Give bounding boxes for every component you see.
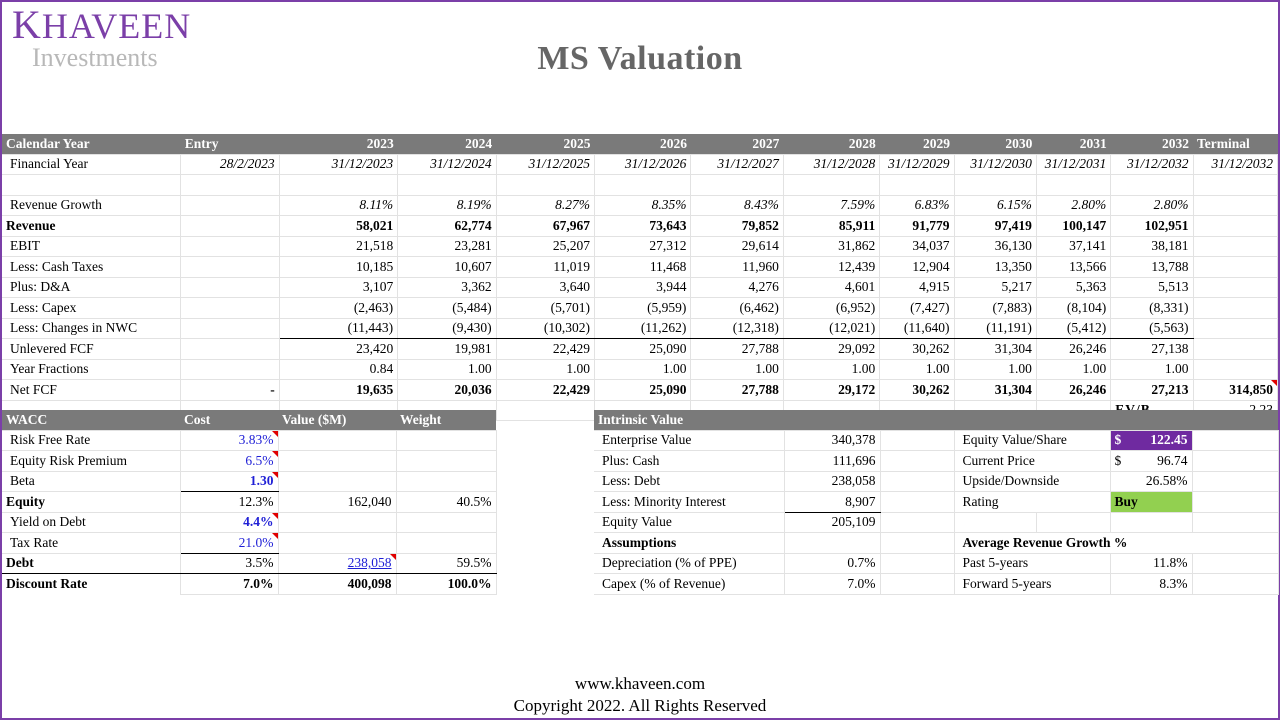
price-label: Current Price [954,451,1110,472]
dcf-cell: (5,959) [595,298,691,319]
nwc-row [2,318,1278,339]
dcf-cell: 30,262 [880,339,954,360]
dcf-cell: 1.00 [595,359,691,380]
dcf-cell: (7,427) [880,298,954,319]
dcf-cell [1193,257,1277,278]
dcf-cell: 31/12/2031 [1036,154,1110,175]
dcf-cell: 5,513 [1111,277,1193,298]
revenue-row [2,216,1278,237]
empty-cell [2,175,181,196]
dcf-cell: (7,883) [954,298,1036,319]
dcf-cell [1193,216,1277,237]
dep-label: Depreciation (% of PPE) [594,553,784,574]
rating-value: Buy [1110,492,1192,513]
dcf-cell: 23,420 [279,339,398,360]
footer-url: www.khaveen.com [574,674,706,693]
dcf-cell [1193,298,1277,319]
dcf-cell: Terminal [1193,134,1277,154]
eq-share-value: 122.45 [1150,432,1188,448]
empty-cell [1193,175,1277,196]
dcf-cell: 4,915 [880,277,954,298]
dcf-cell: 7.59% [783,195,879,216]
past-value: 11.8% [1110,553,1192,574]
dcf-cell: 29,614 [691,236,783,257]
dcf-cell: 19,635 [279,380,398,401]
dcf-cell: 34,037 [880,236,954,257]
equity-label: Equity [2,492,180,513]
dcf-cell: 2.80% [1111,195,1193,216]
wacc-header-row [2,410,496,430]
tax-rate-row [2,533,496,554]
dcf-cell: 2030 [954,134,1036,154]
upside-value: 26.58% [1110,471,1192,492]
dcf-cell: 2026 [595,134,691,154]
calendar-year-row [2,134,1278,154]
dcf-cell [1193,318,1277,339]
dcf-cell: 31/12/2025 [496,154,594,175]
dcf-cell: 1.00 [398,359,496,380]
capex-assump-label: Capex (% of Revenue) [594,574,784,595]
cash-value: 111,696 [784,451,880,472]
intrinsic-value-table [594,410,1279,595]
dcf-cell: (6,952) [783,298,879,319]
yield-debt-label: Yield on Debt [2,512,180,533]
value-header: Value ($M) [278,410,396,430]
dcf-cell: 25,207 [496,236,594,257]
equity-weight: 40.5% [396,492,496,513]
dcf-cell: 8.27% [496,195,594,216]
ev-row [594,430,1278,451]
capex-assump-value: 7.0% [784,574,880,595]
empty-cell [1036,175,1110,196]
rating-label: Rating [954,492,1110,513]
dcf-cell: (11,262) [595,318,691,339]
dcf-cell: 2.80% [1036,195,1110,216]
dcf-cell: 4,601 [783,277,879,298]
ev-label: Enterprise Value [594,430,784,451]
beta-row [2,471,496,492]
dcf-cell: 27,138 [1111,339,1193,360]
financial-year-label: Financial Year [2,154,181,175]
dcf-cell: 21,518 [279,236,398,257]
empty-cell [181,175,279,196]
erp-value: 6.5% [180,451,278,472]
capex-assump-row [594,574,1278,595]
dcf-cell [1193,195,1277,216]
dcf-cell: 31/12/2026 [595,154,691,175]
dcf-cell: 10,185 [279,257,398,278]
dcf-cell [181,257,279,278]
da-row [2,277,1278,298]
dcf-cell: 102,951 [1111,216,1193,237]
dcf-cell: 29,172 [783,380,879,401]
ebit-row [2,236,1278,257]
upside-label: Upside/Downside [954,471,1110,492]
erp-row [2,451,496,472]
dcf-cell [1193,277,1277,298]
mi-row [594,492,1278,513]
dcf-cell: 27,788 [691,339,783,360]
risk-free-row [2,430,496,451]
footer-copyright: Copyright 2022. All Rights Reserved [513,696,767,715]
dcf-cell: 73,643 [595,216,691,237]
dcf-cell [1193,359,1277,380]
dcf-cell: 85,911 [783,216,879,237]
fwd-value: 8.3% [1110,574,1192,595]
dcf-cell: 31/12/2024 [398,154,496,175]
dcf-cell: 12,439 [783,257,879,278]
ufcf-label: Unlevered FCF [2,339,181,360]
dcf-cell: 26,246 [1036,339,1110,360]
dcf-cell: 31/12/2030 [954,154,1036,175]
debt-iv-row [594,471,1278,492]
beta-label: Beta [2,471,180,492]
dcf-cell: 67,967 [496,216,594,237]
mi-label: Less: Minority Interest [594,492,784,513]
dcf-cell: 91,779 [880,216,954,237]
dcf-cell: 1.00 [1036,359,1110,380]
dcf-cell: 27,788 [691,380,783,401]
debt-cost: 3.5% [180,553,278,574]
dcf-cell: 31/12/2032 [1193,154,1277,175]
dcf-cell: 1.00 [691,359,783,380]
dcf-cell: (11,640) [880,318,954,339]
weight-header: Weight [396,410,496,430]
empty-cell [880,175,954,196]
beta-value: 1.30 [180,471,278,492]
dcf-cell: 28/2/2023 [181,154,279,175]
dcf-cell: (11,443) [279,318,398,339]
dcf-cell: 22,429 [496,380,594,401]
eq-share-cell [1110,430,1192,451]
avg-growth-title: Average Revenue Growth % [954,533,1278,554]
dcf-cell: Entry [181,134,279,154]
dep-value: 0.7% [784,553,880,574]
nwc-label: Less: Changes in NWC [2,318,181,339]
dcf-cell: 6.15% [954,195,1036,216]
dcf-cell: (11,191) [954,318,1036,339]
dcf-cell: 58,021 [279,216,398,237]
equity-value: 162,040 [278,492,396,513]
empty-cell [691,175,783,196]
wacc-table [2,410,497,595]
debt-row [2,553,496,574]
cash-taxes-label: Less: Cash Taxes [2,257,181,278]
financial-year-row [2,154,1278,175]
dcf-cell [181,359,279,380]
net-fcf-row [2,380,1278,401]
dcf-cell: 79,852 [691,216,783,237]
dcf-cell: 26,246 [1036,380,1110,401]
dcf-cell: 11,019 [496,257,594,278]
dcf-cell [181,339,279,360]
fwd-label: Forward 5-years [954,574,1110,595]
dcf-cell: 3,362 [398,277,496,298]
dcf-cell: 8.35% [595,195,691,216]
erp-label: Equity Risk Premium [2,451,180,472]
ev-value: 340,378 [784,430,880,451]
cash-taxes-row [2,257,1278,278]
risk-free-value: 3.83% [180,430,278,451]
empty-cell [398,175,496,196]
discount-weight: 100.0% [396,574,496,595]
capex-row [2,298,1278,319]
dcf-cell: 31/12/2023 [279,154,398,175]
dcf-cell: 22,429 [496,339,594,360]
empty-cell [279,175,398,196]
dcf-cell: 2032 [1111,134,1193,154]
empty-cell [595,175,691,196]
dcf-cell: (2,463) [279,298,398,319]
dcf-cell [181,277,279,298]
dcf-table [2,134,1278,421]
da-label: Plus: D&A [2,277,181,298]
dcf-cell [1193,236,1277,257]
dcf-cell: 31/12/2027 [691,154,783,175]
dcf-cell: 20,036 [398,380,496,401]
dcf-cell: - [181,380,279,401]
dcf-cell: 31,862 [783,236,879,257]
capex-label: Less: Capex [2,298,181,319]
cash-label: Plus: Cash [594,451,784,472]
wacc-header: WACC [2,410,180,430]
dcf-cell: (5,701) [496,298,594,319]
dcf-cell: 2025 [496,134,594,154]
empty-cell [954,175,1036,196]
dcf-cell: 27,312 [595,236,691,257]
dcf-cell: (5,484) [398,298,496,319]
dcf-cell: 2028 [783,134,879,154]
revenue-growth-row [2,195,1278,216]
tax-rate-value: 21.0% [180,533,278,554]
dep-row [594,553,1278,574]
dcf-cell: 23,281 [398,236,496,257]
dcf-cell: (8,331) [1111,298,1193,319]
dcf-cell: 2024 [398,134,496,154]
dcf-cell: 97,419 [954,216,1036,237]
dcf-cell: 1.00 [954,359,1036,380]
cash-row [594,451,1278,472]
dcf-cell: 2023 [279,134,398,154]
dcf-cell: 19,981 [398,339,496,360]
debt-label: Debt [2,553,180,574]
dcf-cell [181,216,279,237]
dcf-cell: 8.11% [279,195,398,216]
dcf-cell: (5,412) [1036,318,1110,339]
assumptions-label: Assumptions [594,533,784,554]
revenue-label: Revenue [2,216,181,237]
discount-value: 400,098 [278,574,396,595]
dcf-cell: 36,130 [954,236,1036,257]
dcf-cell: 0.84 [279,359,398,380]
discount-label: Discount Rate [2,574,180,595]
dcf-cell: 29,092 [783,339,879,360]
eq-share-currency: $ [1114,432,1122,448]
dcf-cell: 31,304 [954,339,1036,360]
dcf-cell: 3,640 [496,277,594,298]
dcf-cell: 100,147 [1036,216,1110,237]
dcf-cell: 31/12/2028 [783,154,879,175]
eqv-value: 205,109 [784,512,880,533]
past-label: Past 5-years [954,553,1110,574]
empty-cell [1111,175,1193,196]
equity-row [2,492,496,513]
dcf-cell: 27,213 [1111,380,1193,401]
dcf-cell: 8.43% [691,195,783,216]
dcf-cell: 1.00 [783,359,879,380]
blank-row [2,175,1278,196]
dcf-cell: 5,217 [954,277,1036,298]
empty-cell [496,175,594,196]
dcf-cell: 11,960 [691,257,783,278]
dcf-cell [1193,339,1277,360]
dcf-cell: 13,788 [1111,257,1193,278]
intrinsic-header: Intrinsic Value [594,410,1278,430]
dcf-cell: 10,607 [398,257,496,278]
ebit-label: EBIT [2,236,181,257]
revenue-growth-label: Revenue Growth [2,195,181,216]
empty-cell [783,175,879,196]
khaveen-logo: KHAVEEN Investments [12,2,192,72]
dcf-cell: (6,462) [691,298,783,319]
debt-value: 238,058 [278,553,396,574]
price-value: 96.74 [1157,452,1188,468]
risk-free-label: Risk Free Rate [2,430,180,451]
dcf-cell: 13,350 [954,257,1036,278]
dcf-cell: 37,141 [1036,236,1110,257]
dcf-cell: 38,181 [1111,236,1193,257]
tax-rate-label: Tax Rate [2,533,180,554]
dcf-cell: 12,904 [880,257,954,278]
price-cell [1110,451,1192,472]
equity-cost: 12.3% [180,492,278,513]
calendar-year-label: Calendar Year [2,134,181,154]
dcf-cell: 1.00 [496,359,594,380]
dcf-cell: 25,090 [595,339,691,360]
dcf-cell: (10,302) [496,318,594,339]
dcf-cell: 31/12/2032 [1111,154,1193,175]
yield-debt-row [2,512,496,533]
empty-cell [496,400,594,421]
less-debt-value: 238,058 [784,471,880,492]
net-fcf-label: Net FCF [2,380,181,401]
dcf-cell: 25,090 [595,380,691,401]
year-fractions-label: Year Fractions [2,359,181,380]
eqv-row [594,512,1278,533]
dcf-cell: 30,262 [880,380,954,401]
yield-debt-value: 4.4% [180,512,278,533]
dcf-cell: 31,304 [954,380,1036,401]
eq-share-label: Equity Value/Share [954,430,1110,451]
dcf-cell: 1.00 [1111,359,1193,380]
intrinsic-header-row [594,410,1278,430]
dcf-cell [181,318,279,339]
assumptions-row [594,533,1278,554]
ufcf-row [2,339,1278,360]
dcf-cell: 6.83% [880,195,954,216]
eqv-label: Equity Value [594,512,784,533]
dcf-cell: 13,566 [1036,257,1110,278]
dcf-cell: 4,276 [691,277,783,298]
dcf-cell: 314,850 [1193,380,1277,401]
dcf-cell: (8,104) [1036,298,1110,319]
price-currency: $ [1114,452,1122,468]
cost-header: Cost [180,410,278,430]
dcf-cell [181,236,279,257]
dcf-cell: (12,021) [783,318,879,339]
dcf-cell: 31/12/2029 [880,154,954,175]
less-debt-label: Less: Debt [594,471,784,492]
dcf-cell: 2029 [880,134,954,154]
dcf-cell: 1.00 [880,359,954,380]
dcf-cell: 3,944 [595,277,691,298]
dcf-cell: 2027 [691,134,783,154]
page-title: MS Valuation [537,40,743,77]
dcf-cell: (5,563) [1111,318,1193,339]
dcf-cell: 62,774 [398,216,496,237]
year-fractions-row [2,359,1278,380]
dcf-cell: (12,318) [691,318,783,339]
dcf-cell [181,195,279,216]
dcf-cell: (9,430) [398,318,496,339]
discount-cost: 7.0% [180,574,278,595]
discount-row [2,574,496,595]
mi-value: 8,907 [784,492,880,513]
dcf-cell: 8.19% [398,195,496,216]
dcf-cell: 3,107 [279,277,398,298]
debt-weight: 59.5% [396,553,496,574]
dcf-cell [181,298,279,319]
dcf-cell: 11,468 [595,257,691,278]
dcf-cell: 5,363 [1036,277,1110,298]
dcf-cell: 2031 [1036,134,1110,154]
